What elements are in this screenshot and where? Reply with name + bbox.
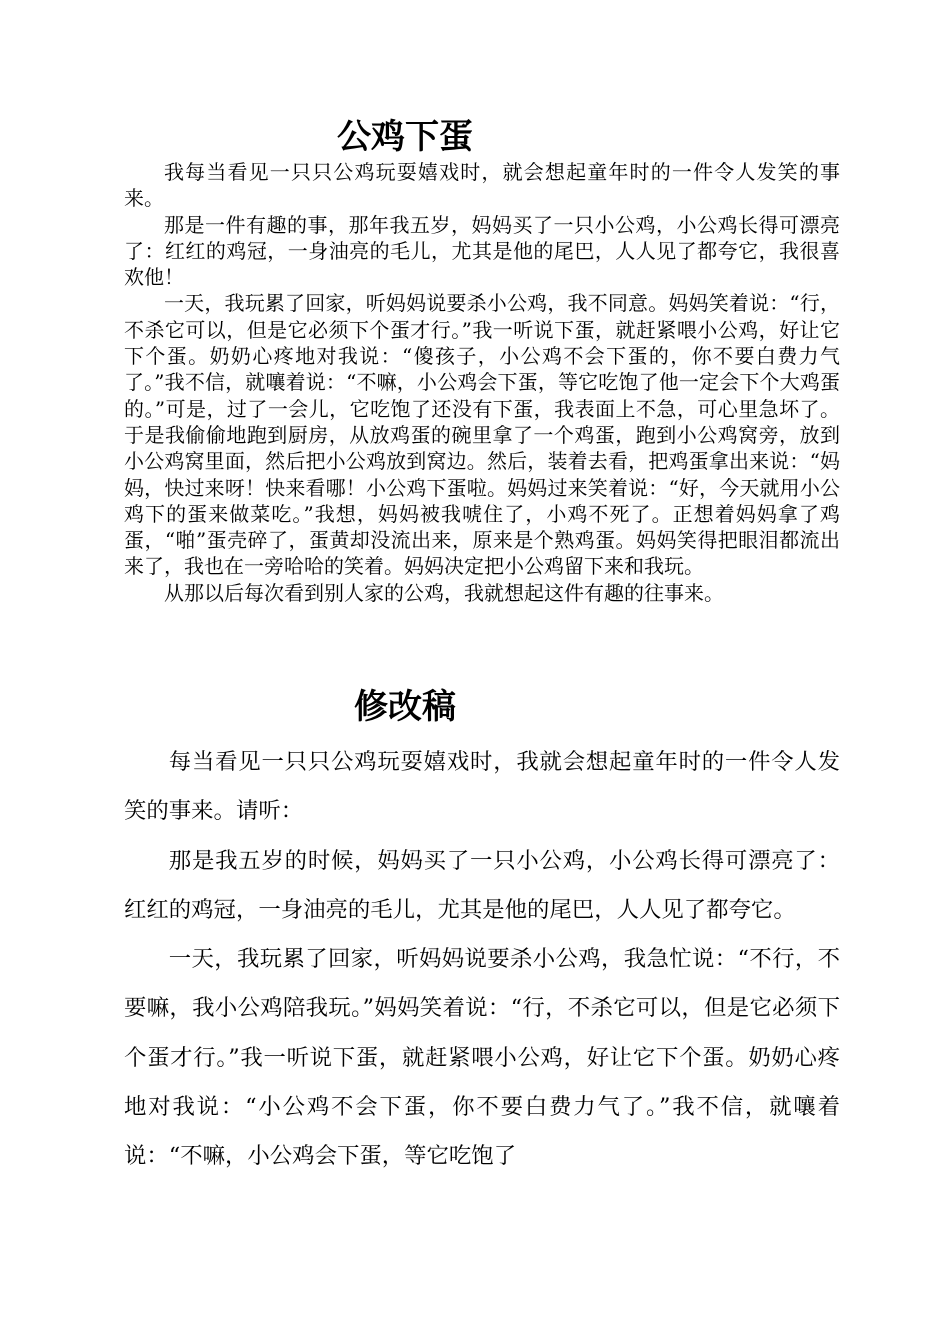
revision-paragraph: 每当看见一只只公鸡玩耍嬉戏时，我就会想起童年时的一件令人发笑的事来。请听： [124, 749, 840, 825]
original-title: 公鸡下蛋 [337, 117, 473, 157]
original-body [124, 159, 840, 606]
original-paragraph: 我每当看见一只只公鸡玩耍嬉戏时，就会想起童年时的一件令人发笑的事来。 [124, 160, 840, 211]
original-paragraph: 那是一件有趣的事，那年我五岁，妈妈买了一只小公鸡，小公鸡长得可漂亮了：红红的鸡冠，一身油亮的毛儿，尤其是他的尾巴，人人见了都夸它，我很喜欢他！ [124, 212, 840, 290]
original-paragraph: 从那以后每次看到别人家的公鸡，我就想起这件有趣的往事来。 [164, 580, 724, 605]
original-paragraph: 一天，我玩累了回家，听妈妈说要杀小公鸡，我不同意。妈妈笑着说：“行，不杀它可以，但是它必须下个蛋才行。”我一听说下蛋，就赶紧喂小公鸡，好让它下个蛋。奶奶心疼地对我说：“傻孩子，小公鸡不会下蛋的，你不要白费力气了。”我不信，就嚷着说：“不嘛，小公鸡会下蛋，等它吃饱了他一定会下个大鸡蛋的。”可是，过了一会儿，它吃饱了还没有下蛋，我表面上不急，可心里急坏了。于是我偷偷地跑到厨房，从放鸡蛋的碗里拿了一个鸡蛋，跑到小公鸡窝旁，放到小公鸡窝里面，然后把小公鸡放到窝边。然后，装着去看，把鸡蛋拿出来说：“妈妈，快过来呀！快来看哪！小公鸡下蛋啦。妈妈过来笑着说：“好，今天就用小公鸡下的蛋来做菜吃。”我想，妈妈被我唬住了，小鸡不死了。正想着妈妈拿了鸡蛋，“啪”蛋壳碎了，蛋黄却没流出来，原来是个熟鸡蛋。妈妈笑得把眼泪都流出来了，我也在一旁哈哈的笑着。妈妈决定把小公鸡留下来和我玩。 [124, 291, 840, 579]
revision-paragraph: 那是我五岁的时候，妈妈买了一只小公鸡，小公鸡长得可漂亮了：红红的鸡冠，一身油亮的毛儿，尤其是他的尾巴，人人见了都夸它。 [124, 847, 840, 923]
revision-title: 修改稿 [354, 687, 456, 727]
revision-body [124, 738, 840, 1182]
revision-paragraph: 一天，我玩累了回家，听妈妈说要杀小公鸡，我急忙说：“不行，不要嘛，我小公鸡陪我玩。”妈妈笑着说：“行，不杀它可以，但是它必须下个蛋才行。”我一听说下蛋，就赶紧喂小公鸡，好让它下个蛋。奶奶心疼地对我说：“小公鸡不会下蛋，你不要白费力气了。”我不信，就嚷着说：“不嘛，小公鸡会下蛋，等它吃饱了 [124, 946, 840, 1170]
